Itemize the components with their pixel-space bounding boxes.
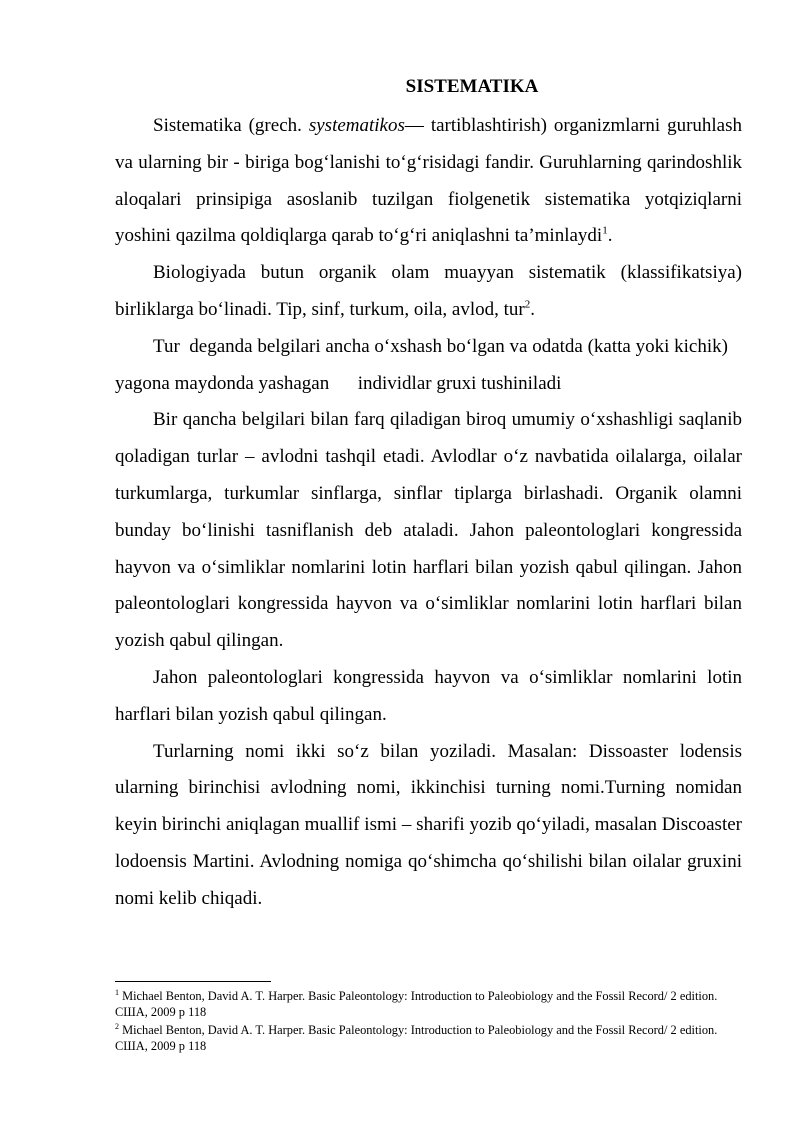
p2-end: . [530, 298, 535, 320]
footnote-mark-2: 2 [115, 1021, 119, 1031]
p1-lead: Sistematika (grech. [153, 115, 309, 136]
footnote-ref-2[interactable]: 2 [524, 298, 531, 311]
footnote-2 [115, 1022, 742, 1054]
paragraph-2 [115, 255, 742, 329]
footnotes [115, 988, 742, 1056]
page-title: SISTEMATIKA [405, 76, 539, 97]
paragraph-1 [115, 108, 742, 255]
paragraph-3: Tur deganda belgilari ancha o‘xshash bo‘lgan va odatda (katta yoki kichik) yagona maydonda yashagan individlar gruxi tushiniladi [115, 335, 733, 394]
paragraph-6: Turlarning nomi ikki so‘z bilan yoziladi. Masalan: Dissoaster lodensis ularning birinchisi avlodning nomi, ikkinchisi turning nomi.Turning nomidan keyin birinchi aniqlagan muallif ismi – sharifi yozib qo‘yiladi, masalan Discoaster lodoensis Martini. Avlodning nomiga qo‘shimcha qo‘shilishi bilan oilalar gruxini nomi kelib chiqadi. [115, 740, 742, 909]
p1-rest: — tartiblashtirish) organizmlarni guruhlash va ularning bir - biriga bog‘lanishi to‘g‘risidagi fandir. Guruhlarning qarindoshlik aloqalari prinsipiga asoslanib tuzilgan fiolgenetik sistematika yotqiziqlarni yoshini qazilma qoldiqlarga qarab to‘g‘ri aniqlashni ta’minlaydi [115, 115, 742, 247]
p1-end: . [607, 225, 613, 247]
footnote-text-1: Michael Benton, David A. T. Harper. Basic Paleontology: Introduction to Paleobiology and the Fossil Record/ 2 edition. США, 2009 p 118 [115, 989, 718, 1019]
p2-text: Biologiyada butun organik olam muayyan sistematik (klassifikatsiya) birliklarga bo‘linadi. Tip, sinf, turkum, oila, avlod, tur [115, 262, 742, 320]
footnote-ref-1[interactable]: 1 [602, 225, 608, 238]
body-text [115, 108, 742, 918]
p1-term: systematikos [308, 115, 405, 136]
footnote-separator [115, 981, 271, 982]
footnote-1 [115, 988, 742, 1020]
footnote-text-2: Michael Benton, David A. T. Harper. Basic Paleontology: Introduction to Paleobiology and the Fossil Record/ 2 edition. США, 2009 p 118 [115, 1023, 718, 1053]
paragraph-5: Jahon paleontologlari kongressida hayvon va o‘simliklar nomlarini lotin harflari bilan yozish qabul qilingan. [115, 666, 742, 725]
paragraph-4: Bir qancha belgilari bilan farq qiladigan biroq umumiy o‘xshashligi saqlanib qoladigan turlar – avlodni tashqil etadi. Avlodlar o‘z navbatida oilalarga, oilalar turkumlarga, turkumlar sinflarga, sinflar tiplarga birlashadi. Organik olamni bunday bo‘linishi tasniflanish deb ataladi. Jahon paleontologlari kongressida hayvon va o‘simliklar nomlarini lotin harflari bilan yozish qabul qilingan. Jahon paleontologlari kongressida hayvon va o‘simliklar nomlarini lotin harflari bilan yozish qabul qilingan. [115, 409, 742, 652]
footnote-mark-1: 1 [115, 987, 119, 997]
